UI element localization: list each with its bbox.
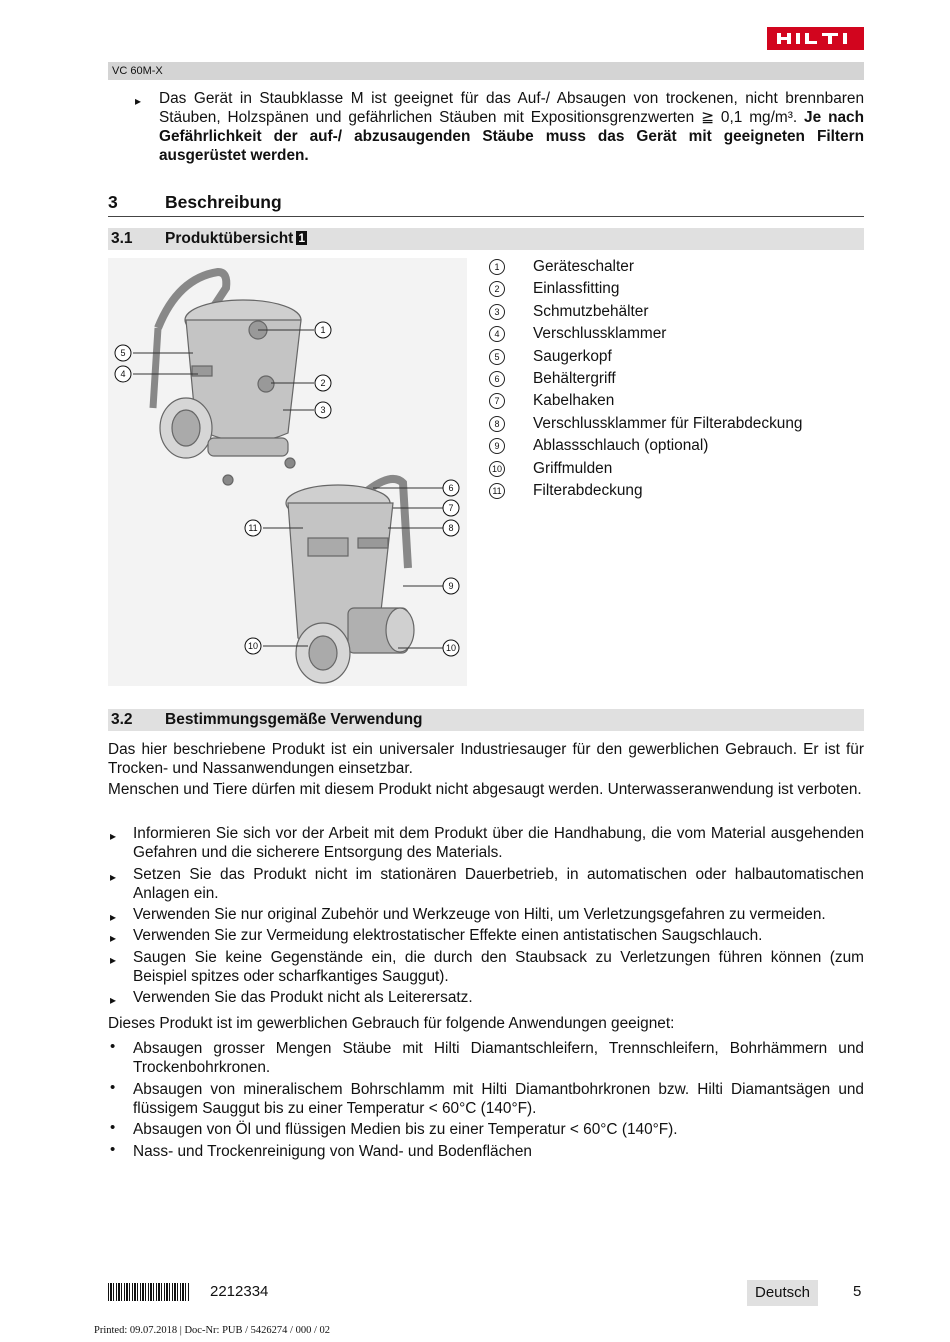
legend-item <box>486 460 864 482</box>
callout-2-label: 2 <box>320 378 326 388</box>
legend-label: Kabelhaken <box>533 392 615 410</box>
legend-number: 8 <box>489 416 505 432</box>
callout-9 <box>443 578 459 594</box>
callout-5 <box>115 345 131 361</box>
callout-10-right-label: 10 <box>445 643 457 653</box>
instruction-item: Verwenden Sie zur Vermeidung elektrostatischer Effekte einen antistatischen Saugschlauch. <box>133 927 763 944</box>
callout-2 <box>315 375 331 391</box>
intro-bold-text: Je nach Gefährlichkeit der auf-/ abzusaugenden Stäube muss das Gerät mit geeigneten Filtern ausgerüstet werden. <box>159 109 864 164</box>
legend-number: 3 <box>489 304 505 320</box>
legend-label: Griffmulden <box>533 459 613 477</box>
callout-5-label: 5 <box>120 348 126 358</box>
dot-bullet-icon: • <box>110 1119 116 1136</box>
legend-item <box>486 437 864 459</box>
arrow-bullet-icon: ▸ <box>110 910 117 924</box>
application-item: Nass- und Trockenreinigung von Wand- und Bodenflächen <box>133 1143 532 1160</box>
section-3-2-number: 3.2 <box>111 711 133 728</box>
document-code: 2212334 <box>210 1283 269 1300</box>
callout-11 <box>245 520 261 536</box>
paragraph-1: Das hier beschriebene Produkt ist ein universaler Industriesauger für den gewerblichen Gebrauch. Er ist für Trocken- und Nassanwendungen einsetzbar. <box>108 741 864 777</box>
vacuum-front-view <box>153 272 301 485</box>
callout-7-label: 7 <box>448 503 454 513</box>
instruction-item: Verwenden Sie das Produkt nicht als Leiterersatz. <box>133 989 473 1006</box>
section-3-1-heading <box>108 228 864 250</box>
instruction-item: Setzen Sie das Produkt nicht im stationären Dauerbetrieb, in automatischen oder halbautomatischen Anlagen ein. <box>133 866 864 902</box>
legend-item <box>486 348 864 370</box>
legend-item <box>486 370 864 392</box>
legend-label: Verschlussklammer <box>533 325 667 343</box>
section-3-number: 3 <box>108 192 118 212</box>
instruction-item: Saugen Sie keine Gegenstände ein, die durch den Staubsack zu Verletzungen führen können (zum Beispiel spitzes oder scharfkantiges Sauggut). <box>133 949 864 985</box>
hilti-logo <box>767 27 864 50</box>
arrow-bullet-icon: ▸ <box>110 993 117 1007</box>
legend-number: 6 <box>489 371 505 387</box>
arrow-bullet-icon: ▸ <box>110 931 117 945</box>
vacuum-rear-view <box>286 479 414 683</box>
legend-item <box>486 280 864 302</box>
paragraph-2: Menschen und Tiere dürfen mit diesem Produkt nicht abgesaugt werden. Unterwasseranwendung ist verboten. <box>108 781 862 798</box>
callout-10-right <box>443 640 459 656</box>
legend-label: Verschlussklammer für Filterabdeckung <box>533 414 803 432</box>
legend-number: 7 <box>489 393 505 409</box>
print-info: Printed: 09.07.2018 | Doc-Nr: PUB / 5426274 / 000 / 02 <box>94 1325 331 1336</box>
arrow-bullet-icon: ▸ <box>110 829 117 843</box>
callout-11-label: 11 <box>248 523 258 533</box>
callout-4-label: 4 <box>120 369 126 379</box>
legend-item <box>486 482 864 504</box>
dot-bullet-icon: • <box>110 1079 116 1096</box>
legend-number: 4 <box>489 326 505 342</box>
legend-label: Geräteschalter <box>533 258 634 275</box>
application-item: Absaugen grosser Mengen Stäube mit Hilti Diamantschleifern, Trennschleifern, Bohrhämmern und Trockenbohrkronen. <box>133 1040 864 1076</box>
legend-label: Einlassfitting <box>533 280 620 298</box>
figure-legend <box>486 258 864 504</box>
callout-4 <box>115 366 131 382</box>
section-3-1-number: 3.1 <box>111 230 133 247</box>
dot-bullet-icon: • <box>110 1141 116 1158</box>
callout-9-label: 9 <box>448 581 454 591</box>
legend-label: Filterabdeckung <box>533 481 643 499</box>
vacuum-illustration <box>108 258 467 686</box>
barcode <box>108 1283 190 1301</box>
legend-number: 9 <box>489 438 505 454</box>
legend-item <box>486 303 864 325</box>
callout-3-label: 3 <box>320 405 326 415</box>
language-label: Deutsch <box>747 1280 818 1306</box>
page-number: 5 <box>853 1283 862 1300</box>
paragraph-3: Dieses Produkt ist im gewerblichen Gebrauch für folgende Anwendungen geeignet: <box>108 1015 675 1032</box>
intro-paragraph <box>159 89 864 165</box>
legend-number: 2 <box>489 281 505 297</box>
arrow-bullet-icon: ▸ <box>110 953 117 967</box>
instruction-item: Verwenden Sie nur original Zubehör und Werkzeuge von Hilti, um Verletzungsgefahren zu vermeiden. <box>133 906 826 923</box>
callout-10-left <box>245 638 261 654</box>
dot-bullet-icon: • <box>110 1038 116 1055</box>
figure-ref-badge: 1 <box>298 231 306 245</box>
legend-item <box>486 258 864 280</box>
section-3-2-heading <box>108 709 864 731</box>
instruction-item: Informieren Sie sich vor der Arbeit mit dem Produkt über die Handhabung, die vom Material ausgehenden Gefahren und die sicherere Entsorgung des Materials. <box>133 825 864 861</box>
callout-6 <box>443 480 459 496</box>
application-item: Absaugen von mineralischem Bohrschlamm mit Hilti Diamantbohrkronen bzw. Hilti Diamantsägen und flüssigem Sauggut bis zu einer Temperatur < 60°C (140°F). <box>133 1081 864 1117</box>
legend-label: Ablassschlauch (optional) <box>533 437 709 455</box>
legend-label: Schmutzbehälter <box>533 302 649 320</box>
callout-8-label: 8 <box>448 523 454 533</box>
legend-number: 11 <box>489 483 505 499</box>
legend-number: 1 <box>489 259 505 275</box>
legend-number: 10 <box>489 461 505 477</box>
model-name: VC 60M-X <box>112 65 163 77</box>
callout-10-left-label: 10 <box>247 641 259 651</box>
callout-3 <box>315 402 331 418</box>
arrow-bullet-icon: ▸ <box>135 94 142 108</box>
legend-label: Behältergriff <box>533 369 616 387</box>
legend-item <box>486 392 864 414</box>
section-3-1-title-text: Produktübersicht <box>165 230 294 247</box>
callout-6-label: 6 <box>448 483 454 493</box>
arrow-bullet-icon: ▸ <box>110 870 117 884</box>
callout-8 <box>443 520 459 536</box>
legend-number: 5 <box>489 349 505 365</box>
legend-label: Saugerkopf <box>533 347 612 365</box>
legend-item <box>486 325 864 347</box>
legend-item <box>486 415 864 437</box>
section-3-title: Beschreibung <box>165 192 282 212</box>
model-bar <box>108 62 864 80</box>
section-3-1-title <box>165 228 307 250</box>
callout-1 <box>315 322 331 338</box>
intro-text: Das Gerät in Staubklasse M ist geeignet für das Auf-/ Absaugen von trockenen, nicht brennbaren Stäuben, Holzspänen und gefährlichen Stäuben mit Expositionsgrenzwerten ≧ 0,1 mg/m³. <box>159 90 864 126</box>
section-3-2-title: Bestimmungsgemäße Verwendung <box>165 711 423 728</box>
callout-1-label: 1 <box>320 325 326 335</box>
application-item: Absaugen von Öl und flüssigen Medien bis zu einer Temperatur < 60°C (140°F). <box>133 1121 678 1138</box>
callout-7 <box>443 500 459 516</box>
section-3-heading <box>108 192 864 217</box>
product-overview-figure <box>108 258 467 686</box>
